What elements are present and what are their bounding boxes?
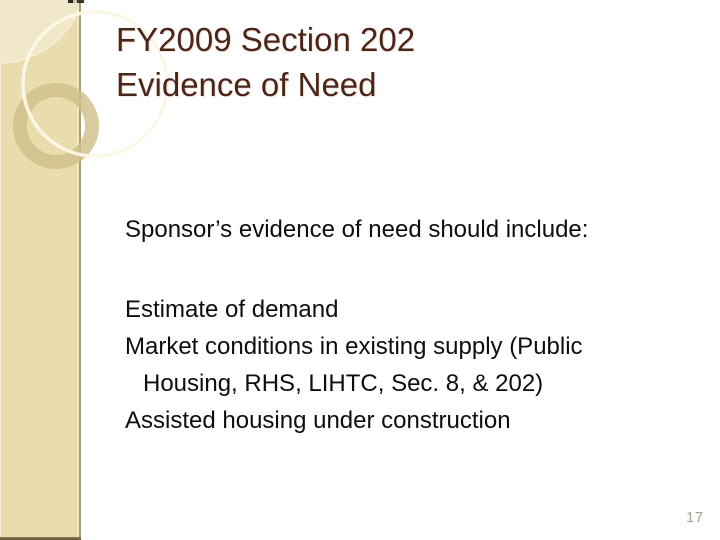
body-line: Market conditions in existing supply (Public: [125, 333, 583, 360]
body-line: Estimate of demand: [125, 296, 339, 323]
title-line-1: FY2009 Section 202: [116, 21, 416, 58]
sidebar-decoration: [0, 0, 110, 540]
body-text-block: [125, 291, 685, 439]
body-intro: Sponsor’s evidence of need should include:: [125, 216, 589, 243]
body-line: Assisted housing under construction: [125, 407, 511, 434]
title-line-2: Evidence of Need: [116, 66, 377, 103]
top-corner-mark: [68, 0, 84, 3]
tan-ring: [20, 90, 92, 162]
body-line-wrapped: Housing, RHS, LIHTC, Sec. 8, & 202): [143, 370, 544, 397]
sidebar: [0, 0, 81, 540]
page-number: 17: [686, 509, 704, 526]
light-quarter-circle: [0, 0, 86, 63]
slide-title: [116, 17, 415, 107]
